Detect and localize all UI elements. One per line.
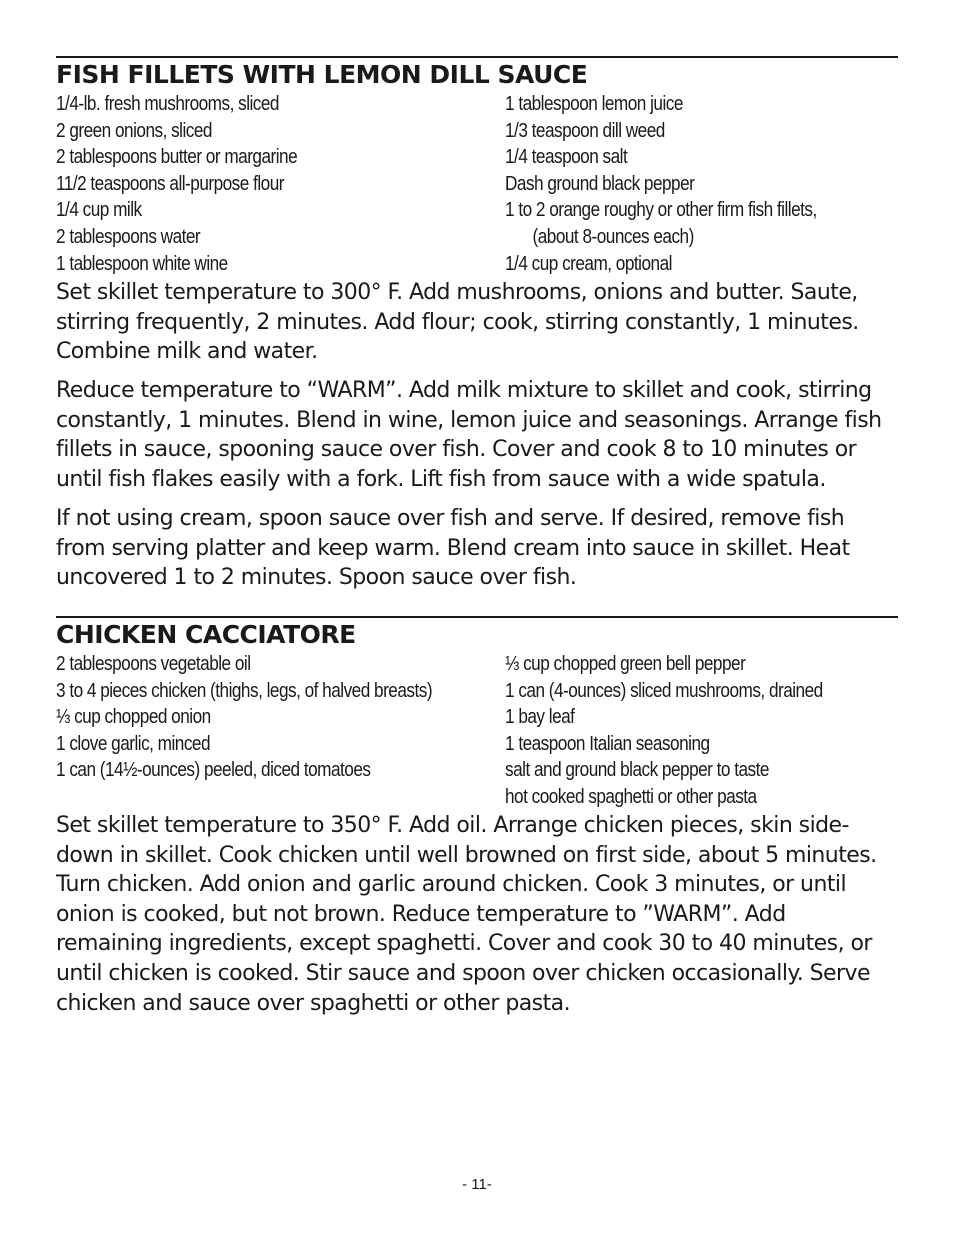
ingredient-item: 1/4 cup milk [56, 199, 142, 222]
ingredient-item: 11/2 teaspoons all-purpose flour [56, 172, 284, 195]
recipe-title: FISH FILLETS WITH LEMON DILL SAUCE [56, 60, 588, 89]
section-rule [56, 56, 898, 58]
ingredient-item: hot cooked spaghetti or other pasta [505, 785, 757, 808]
section-rule [56, 616, 898, 618]
ingredient-column-right [505, 651, 823, 811]
instruction-paragraph: Set skillet temperature to 300° F. Add mushrooms, onions and butter. Saute, stirring frequently, 2 minutes. Add flour; cook, stirring constantly, 1 minutes. Combine milk and water. [56, 280, 859, 365]
instruction-paragraph: If not using cream, spoon sauce over fish and serve. If desired, remove fish from serving platter and keep warm. Blend cream into sauce in skillet. Heat uncovered 1 to 2 minutes. Spoon sauce over fish. [56, 506, 850, 591]
ingredient-item: 1 bay leaf [505, 706, 575, 729]
ingredient-item: 1 can (14½-ounces) peeled, diced tomatoes [56, 759, 371, 782]
ingredient-item: 1 clove garlic, minced [56, 732, 211, 755]
ingredient-item: 1 teaspoon Italian seasoning [505, 732, 710, 755]
ingredient-column-right [505, 91, 817, 277]
ingredient-item: 3 to 4 pieces chicken (thighs, legs, of halved breasts) [56, 679, 433, 702]
ingredient-item: Dash ground black pepper [505, 172, 695, 195]
ingredient-item: ⅓ cup chopped green bell pepper [505, 653, 746, 675]
ingredient-item: 2 tablespoons vegetable oil [56, 653, 251, 675]
page-number: - 11- [462, 1176, 492, 1193]
ingredient-item: 2 green onions, sliced [56, 119, 212, 142]
ingredient-item: 1 tablespoon lemon juice [505, 93, 683, 115]
ingredient-item: 1 tablespoon white wine [56, 252, 228, 275]
recipe-title: CHICKEN CACCIATORE [56, 620, 356, 649]
ingredient-column-left [56, 91, 297, 277]
ingredient-column-left [56, 651, 432, 784]
ingredient-item: 2 tablespoons butter or margarine [56, 146, 298, 169]
instruction-paragraph: Reduce temperature to “WARM”. Add milk mixture to skillet and cook, stirring constantly, 1 minutes. Blend in wine, lemon juice and seasonings. Arrange fish fillets in sauce, spooning sauce over fish. Cover and cook 8 to 10 minutes or until fish flakes easily with a fork. Lift fish from sauce with a wide spatula. [56, 378, 882, 492]
ingredient-item: 1/4 cup cream, optional [505, 252, 672, 275]
ingredient-item: ⅓ cup chopped onion [56, 706, 211, 729]
ingredient-item: 1 can (4-ounces) sliced mushrooms, drained [505, 679, 823, 702]
ingredient-item: 1/3 teaspoon dill weed [505, 119, 665, 142]
ingredient-item: 1 to 2 orange roughy or other firm fish fillets, [505, 199, 817, 222]
ingredient-item: 2 tablespoons water [56, 225, 201, 248]
ingredient-item: salt and ground black pepper to taste [505, 759, 769, 782]
ingredient-item: 1/4-lb. fresh mushrooms, sliced [56, 93, 279, 115]
ingredient-item: 1/4 teaspoon salt [505, 146, 628, 169]
instruction-paragraph: Set skillet temperature to 350° F. Add oil. Arrange chicken pieces, skin side-down in skillet. Cook chicken until well browned on first side, about 5 minutes. Turn chicken. Add onion and garlic around chicken. Cook 3 minutes, or until onion is cooked, but not brown. Reduce temperature to ”WARM”. Add remaining ingredients, except spaghetti. Cover and cook 30 to 40 minutes, or until chicken is cooked. Stir sauce and spoon over chicken occasionally. Serve chicken and sauce over spaghetti or other pasta. [56, 813, 877, 1016]
ingredient-item: (about 8-ounces each) [532, 225, 694, 248]
